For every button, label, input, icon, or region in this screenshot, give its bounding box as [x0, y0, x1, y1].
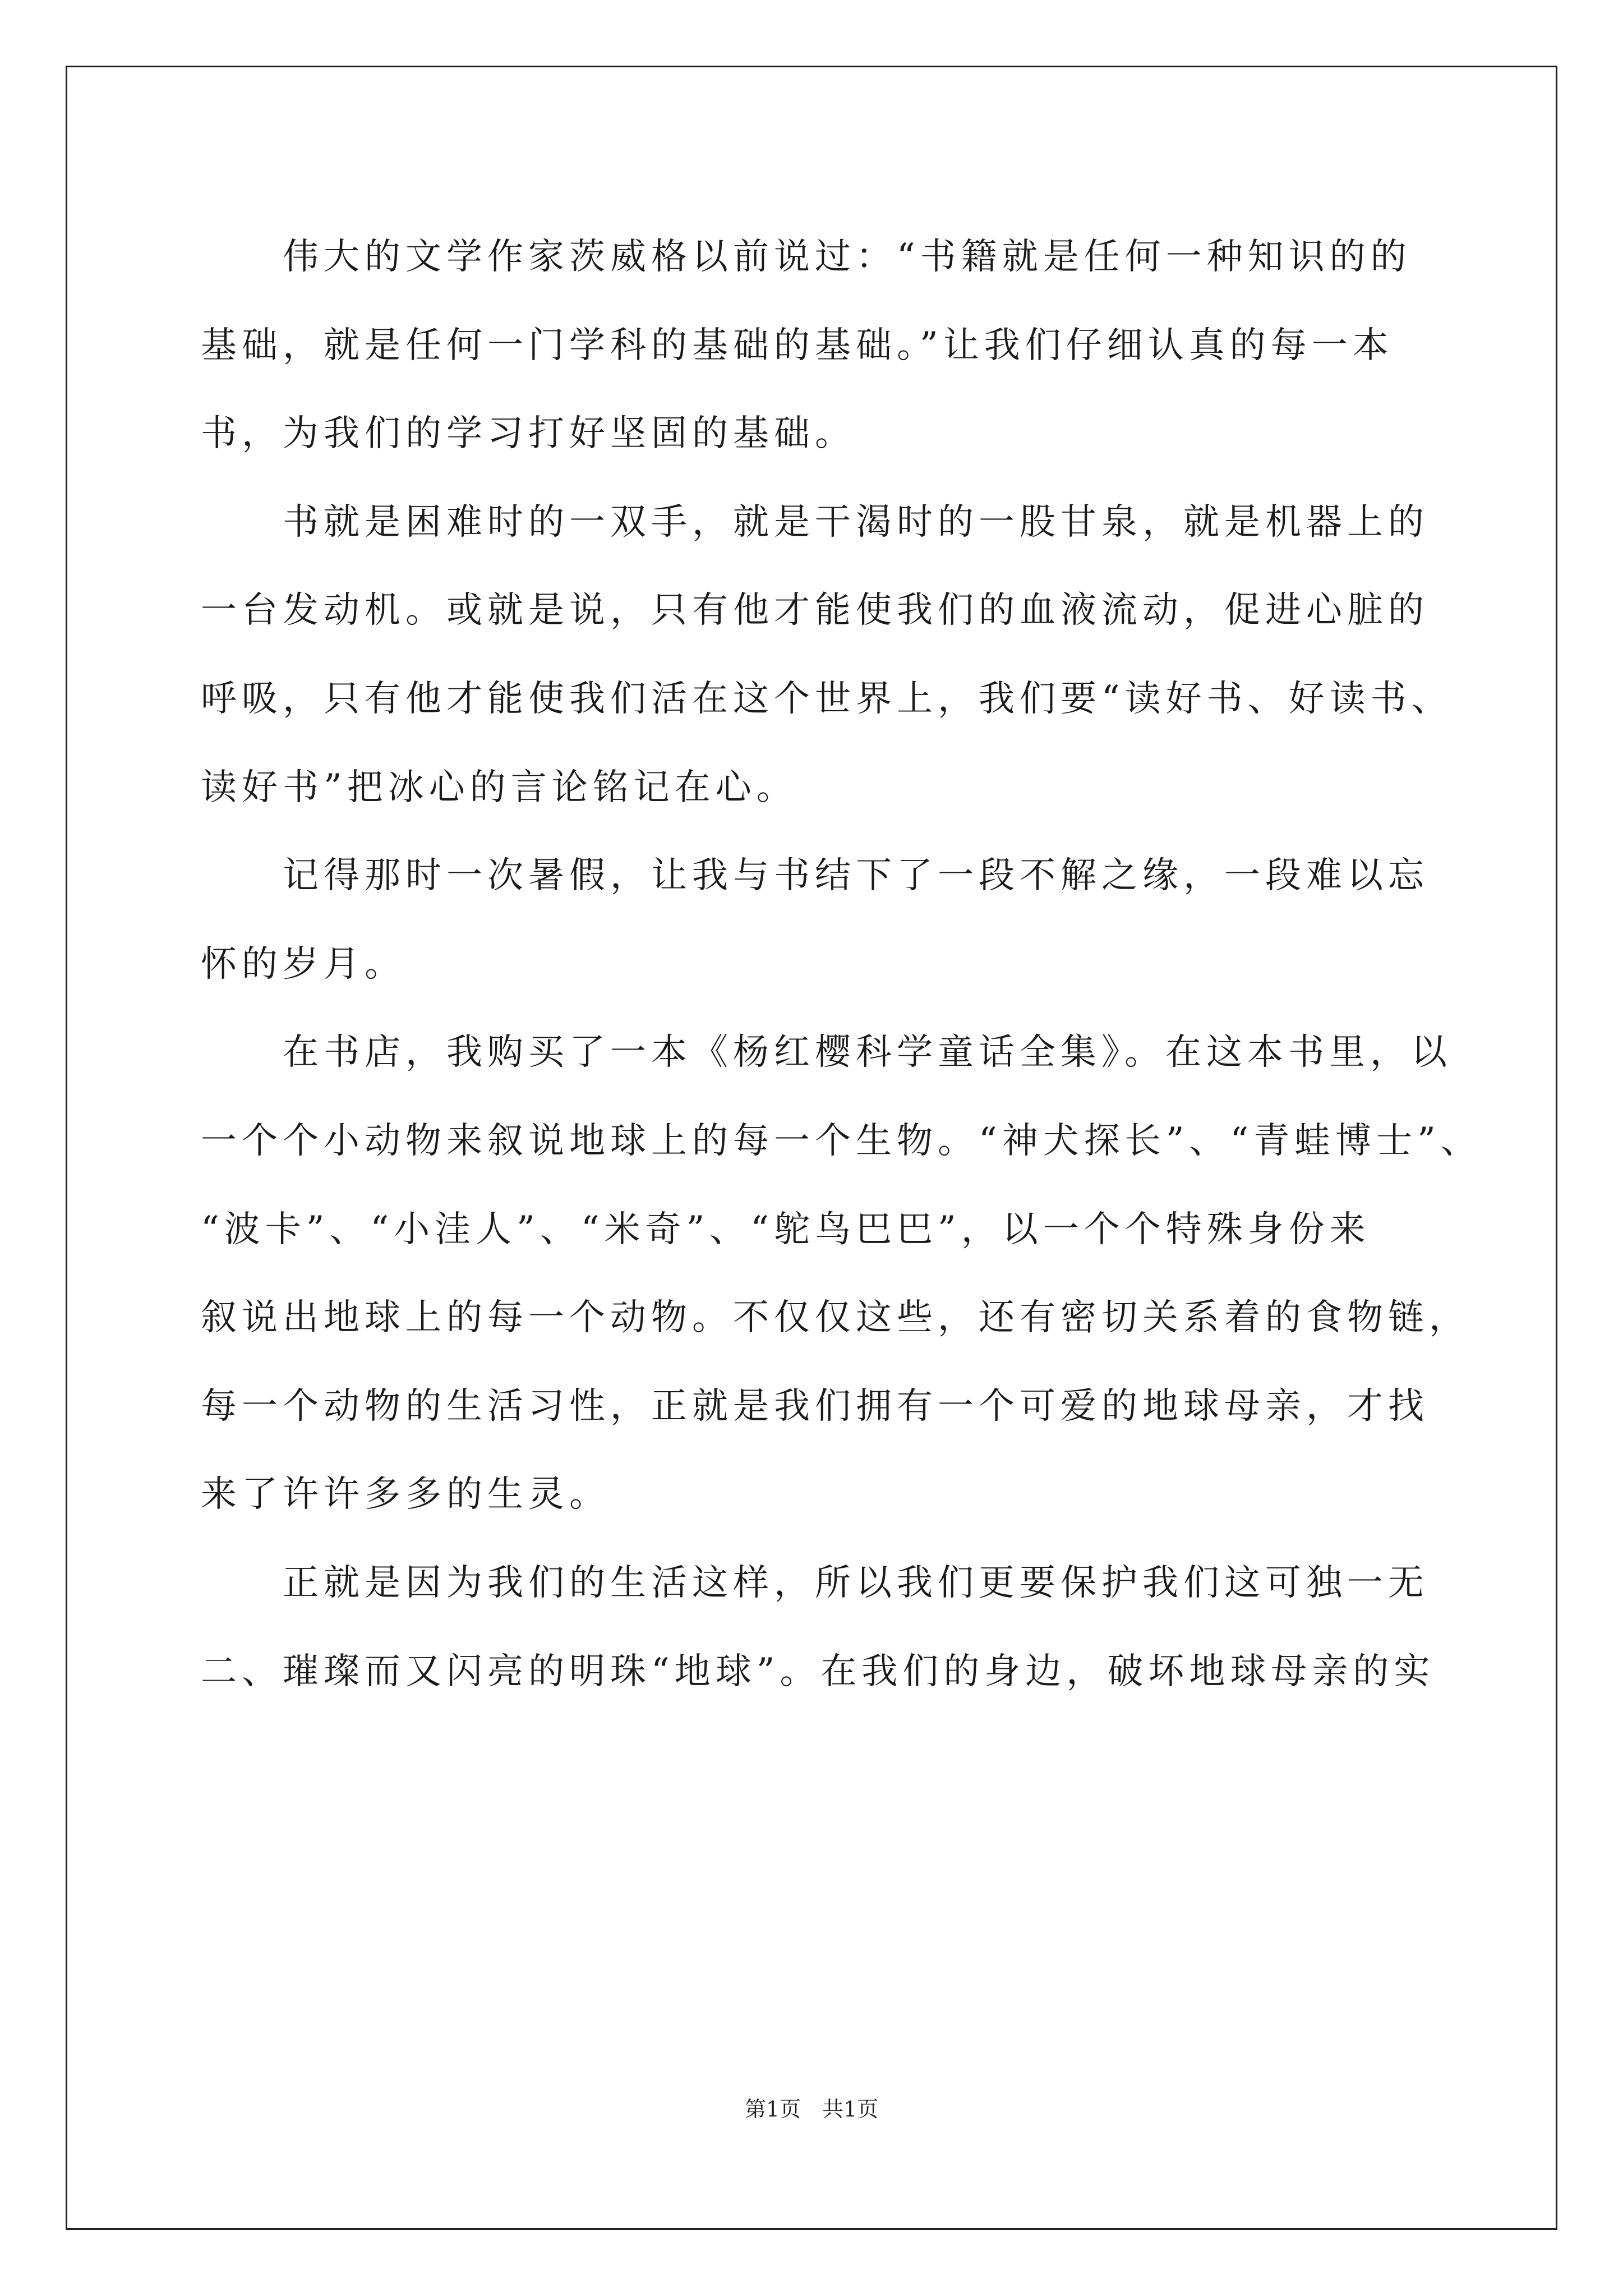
page-number-footer: 第1页 共1页 [744, 2097, 879, 2122]
text-line: 书，为我们的学习打好坚固的基础。 [201, 413, 856, 455]
text-line: 正就是因为我们的生活这样，所以我们更要保护我们这可独一无 [201, 1562, 1429, 1604]
text-line: 基础，就是任何一门学科的基础的基础。”让我们仔细认真的每一本 [201, 324, 1394, 366]
text-line: 怀的岁月。 [201, 943, 405, 985]
text-line: 呼吸，只有他才能使我们活在这个世界上，我们要“读好书、好读书、 [201, 678, 1453, 720]
text-line: 在书店，我购买了一本《杨红樱科学童话全集》。在这本书里，以 [201, 1032, 1452, 1074]
document-body [201, 213, 1482, 1716]
text-line: 二、璀璨而又闪亮的明珠“地球”。在我们的身边，破坏地球母亲的实 [201, 1650, 1435, 1692]
text-line: 记得那时一次暑假，让我与书结下了一段不解之缘，一段难以忘 [201, 855, 1429, 897]
text-line: 一个个小动物来叙说地球上的每一个生物。“神犬探长”、“青蛙博士”、 [201, 1120, 1482, 1162]
text-line: 叙说出地球上的每一个动物。不仅仅这些，还有密切关系着的食物链， [201, 1297, 1470, 1339]
text-line: 一台发动机。或就是说，只有他才能使我们的血液流动，促进心脏的 [201, 590, 1429, 632]
text-line: 伟大的文学作家茨威格以前说过：“书籍就是任何一种知识的的 [201, 236, 1412, 278]
text-line: “波卡”、“小洼人”、“米奇”、“鸵鸟巴巴”，以一个个特殊身份来 [201, 1208, 1371, 1250]
text-line: 读好书”把冰心的言论铭记在心。 [201, 766, 797, 808]
text-line: 来了许许多多的生灵。 [201, 1474, 610, 1516]
text-line: 每一个动物的生活习性，正就是我们拥有一个可爱的地球母亲，才找 [201, 1385, 1429, 1427]
text-line: 书就是困难时的一双手，就是干渴时的一股甘泉，就是机器上的 [201, 501, 1429, 543]
